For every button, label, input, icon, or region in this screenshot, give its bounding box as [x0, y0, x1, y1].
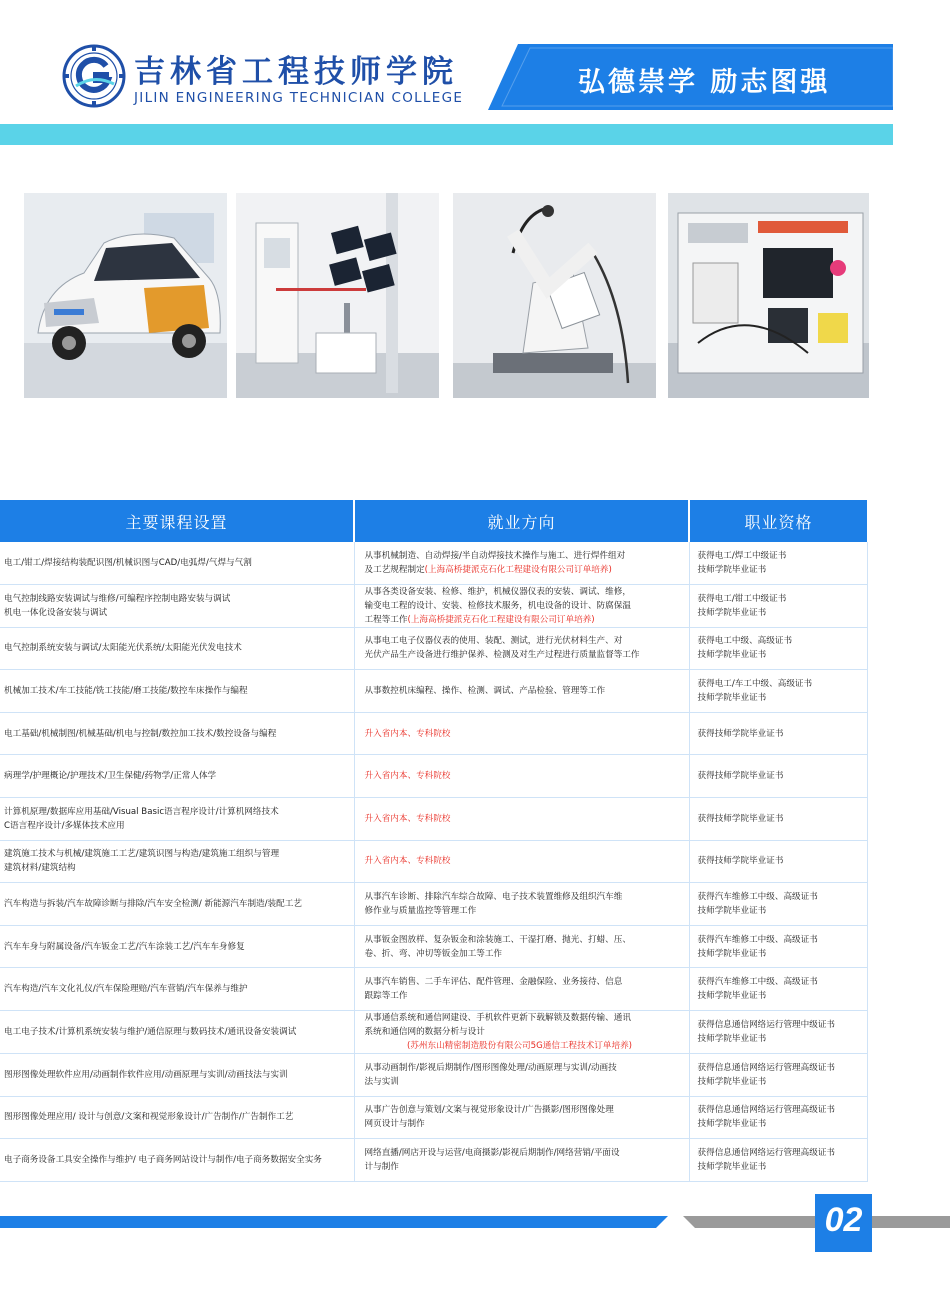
career-cell: [354, 584, 689, 627]
career-cell: [354, 712, 689, 755]
qualification-text: 获得电工/钳工中级证书: [697, 593, 787, 604]
course-cell: [0, 797, 354, 840]
career-text: 从事机械制造、自动焊接/半自动焊接技术操作与施工、进行焊件组对: [364, 550, 626, 561]
qualification-text: 获得电工/车工中级、高级证书: [697, 678, 813, 689]
qualification-cell: [689, 1010, 867, 1053]
page-number: 02: [824, 1201, 863, 1239]
table-row: [0, 755, 867, 798]
career-cell: [354, 840, 689, 883]
career-order-note: (苏州东山精密制造股份有限公司5G通信工程技术订单培养): [406, 1040, 633, 1051]
career-text: 跟踪等工作: [364, 991, 408, 1002]
qualification-text: 技师学院毕业证书: [697, 650, 767, 661]
qualification-cell: [689, 627, 867, 670]
qualification-text: 获得汽车维修工中级、高级证书: [697, 934, 818, 945]
qualification-cell: [689, 968, 867, 1011]
career-text: 网页设计与制作: [364, 1119, 425, 1130]
career-text: 网络直播/网店开设与运营/电商摄影/影视后期制作/网络营销/平面设: [364, 1147, 620, 1158]
table-row: [0, 1139, 867, 1182]
course-cell: [0, 1139, 354, 1182]
qualification-text: 获得汽车维修工中级、高级证书: [697, 891, 818, 902]
career-cell: [354, 627, 689, 670]
career-cell: [354, 1096, 689, 1139]
qualification-cell: [689, 584, 867, 627]
course-cell: [0, 542, 354, 584]
table-row: [0, 627, 867, 670]
course-text: 建筑施工技术与机械/建筑施工工艺/建筑识图与构造/建筑施工组织与管理: [4, 849, 280, 860]
table-row: [0, 797, 867, 840]
table-row: [0, 542, 867, 584]
qualification-text: 技师学院毕业证书: [697, 607, 767, 618]
qualification-cell: [689, 712, 867, 755]
curriculum-table: [0, 500, 867, 1182]
slogan-text: 弘德崇学 励志图强: [578, 67, 831, 98]
qualification-text: 技师学院毕业证书: [697, 991, 767, 1002]
qualification-text: 技师学院毕业证书: [697, 1076, 767, 1087]
header-courses: 主要课程设置: [0, 500, 354, 542]
qualification-text: 技师学院毕业证书: [697, 1119, 767, 1130]
course-text: 电工基础/机械制图/机械基础/机电与控制/数控加工技术/数控设备与编程: [4, 728, 277, 739]
course-text: 建筑材料/建筑结构: [4, 863, 76, 874]
photo-car-model: [24, 193, 227, 398]
career-text: 从事广告创意与策划/文案与视觉形象设计/广告摄影/图形图像处理: [364, 1105, 614, 1116]
course-cell: [0, 925, 354, 968]
career-text: 从事通信系统和通信网建设、手机软件更新下载解锁及数据传输、通讯: [364, 1012, 631, 1023]
course-cell: [0, 968, 354, 1011]
photo-electrical-bench: [668, 193, 869, 398]
career-cell: [354, 755, 689, 798]
career-text: 从事动画制作/影视后期制作/图形图像处理/动画原理与实训/动画技: [364, 1062, 617, 1073]
qualification-text: 获得电工/焊工中级证书: [697, 550, 787, 561]
course-text: 图形图像处理软件应用/动画制作软件应用/动画原理与实训/动画技法与实训: [4, 1069, 288, 1080]
career-text: 从事数控机床编程、操作、检测、调试、产品检验、管理等工作: [364, 685, 606, 696]
course-text: 计算机原理/数据库应用基础/Visual Basic语言程序设计/计算机网络技术: [4, 806, 279, 817]
table-row: [0, 670, 867, 713]
qualification-text: 技师学院毕业证书: [697, 948, 767, 959]
career-text: 及工艺规程制定: [364, 564, 425, 575]
course-cell: [0, 627, 354, 670]
course-text: 电气控制线路安装调试与维修/可编程序控制电路安装与调试: [4, 593, 231, 604]
career-cell: [354, 1053, 689, 1096]
course-text: 电工电子技术/计算机系统安装与维护/通信原理与数码技术/通讯设备安装调试: [4, 1026, 297, 1037]
course-cell: [0, 1010, 354, 1053]
header-qualification: 职业资格: [689, 500, 867, 542]
course-text: C语言程序设计/多媒体技术应用: [4, 820, 125, 831]
career-further-study: 升入省内本、专科院校: [364, 771, 451, 782]
course-text: 机电一体化设备安装与调试: [4, 607, 108, 618]
qualification-cell: [689, 1053, 867, 1096]
qualification-text: 获得信息通信网络运行管理高级证书: [697, 1062, 836, 1073]
course-text: 汽车构造与拆装/汽车故障诊断与排除/汽车安全检测/ 新能源汽车制造/装配工艺: [4, 898, 302, 909]
qualification-text: 获得汽车维修工中级、高级证书: [697, 977, 818, 988]
qualification-text: 技师学院毕业证书: [697, 905, 767, 916]
career-cell: [354, 883, 689, 926]
career-text: 从事钣金图放样、复杂钣金和涂装施工、干湿打磨、抛光、打蜡、压、: [364, 934, 631, 945]
table-row: [0, 840, 867, 883]
college-emblem-icon: [62, 44, 126, 108]
course-text: 机械加工技术/车工技能/铣工技能/磨工技能/数控车床操作与编程: [4, 685, 248, 696]
career-text: 从事汽车销售、二手车评估、配件管理、金融保险、业务接待、信息: [364, 977, 623, 988]
career-order-note: (上海高桥捷派克石化工程建设有限公司订单培养): [424, 564, 612, 575]
course-cell: [0, 755, 354, 798]
qualification-text: 技师学院毕业证书: [697, 564, 767, 575]
course-text: 汽车构造/汽车文化礼仪/汽车保险理赔/汽车营销/汽车保养与维护: [4, 984, 248, 995]
career-text: 卷、折、弯、冲切等钣金加工等工作: [364, 948, 503, 959]
course-cell: [0, 840, 354, 883]
photo-solar-station: [236, 193, 439, 398]
career-text: 从事汽车诊断、排除汽车综合故障、电子技术装置维修及组织汽车维: [364, 891, 623, 902]
course-text: 电工/钳工/焊接结构装配识图/机械识图与CAD/电弧焊/气焊与气割: [4, 557, 252, 568]
qualification-cell: [689, 925, 867, 968]
footer-blue-bar: [0, 1216, 668, 1228]
career-cell: [354, 925, 689, 968]
career-text: 修作业与质量监控等管理工作: [364, 905, 477, 916]
course-cell: [0, 670, 354, 713]
qualification-cell: [689, 840, 867, 883]
career-text: 计与制作: [364, 1161, 399, 1172]
course-cell: [0, 1053, 354, 1096]
career-text: 从事各类设备安装、检修、维护，机械仪器仪表的安装、调试、维修，: [364, 586, 631, 597]
qualification-cell: [689, 542, 867, 584]
college-name-cn: 吉林省工程技师学院: [134, 54, 458, 90]
career-text: 从事电工电子仪器仪表的使用、装配、测试，进行光伏材料生产、对: [364, 636, 623, 647]
career-text: 输变电工程的设计、安装、检修技术服务，机电设备的设计、防腐保温: [364, 600, 631, 611]
course-text: 汽车车身与附属设备/汽车钣金工艺/汽车涂装工艺/汽车车身修复: [4, 941, 245, 952]
table-row: [0, 1053, 867, 1096]
qualification-cell: [689, 1139, 867, 1182]
table-row: [0, 712, 867, 755]
career-cell: [354, 1010, 689, 1053]
career-text: 法与实训: [364, 1076, 399, 1087]
career-cell: [354, 1139, 689, 1182]
course-text: 病理学/护理概论/护理技术/卫生保健/药物学/正常人体学: [4, 771, 217, 782]
career-text: 光伏产品生产设备进行维护保养、检测及对生产过程进行质量监督等工作: [364, 650, 640, 661]
qualification-text: 技师学院毕业证书: [697, 1033, 767, 1044]
header-cyan-band: [0, 124, 893, 145]
college-name-en: JILIN ENGINEERING TECHNICIAN COLLEGE: [134, 90, 464, 106]
course-cell: [0, 1096, 354, 1139]
career-text: 工程等工作: [364, 614, 408, 625]
college-logo: [62, 42, 482, 112]
qualification-cell: [689, 670, 867, 713]
course-cell: [0, 712, 354, 755]
career-cell: [354, 542, 689, 584]
career-cell: [354, 670, 689, 713]
course-cell: [0, 584, 354, 627]
header-career: 就业方向: [354, 500, 689, 542]
table-row: [0, 925, 867, 968]
career-cell: [354, 968, 689, 1011]
qualification-cell: [689, 755, 867, 798]
qualification-text: 获得信息通信网络运行管理高级证书: [697, 1147, 836, 1158]
qualification-text: 获得信息通信网络运行管理高级证书: [697, 1105, 836, 1116]
qualification-cell: [689, 797, 867, 840]
qualification-text: 获得电工中级、高级证书: [697, 636, 793, 647]
table-row: [0, 1010, 867, 1053]
career-further-study: 升入省内本、专科院校: [364, 856, 451, 867]
course-cell: [0, 883, 354, 926]
career-order-note: (上海高桥捷派克石化工程建设有限公司订单培养): [407, 614, 595, 625]
qualification-text: 获得技师学院毕业证书: [697, 813, 784, 824]
career-further-study: 升入省内本、专科院校: [364, 728, 451, 739]
table-header-row: [0, 500, 867, 542]
qualification-text: 获得信息通信网络运行管理中级证书: [697, 1019, 836, 1030]
table-row: [0, 968, 867, 1011]
qualification-text: 获得技师学院毕业证书: [697, 771, 784, 782]
table-row: [0, 883, 867, 926]
qualification-text: 技师学院毕业证书: [697, 692, 767, 703]
table-row: [0, 1096, 867, 1139]
photo-robot-arm: [453, 193, 656, 398]
course-text: 电子商务设备工具安全操作与维护/ 电子商务网站设计与制作/电子商务数据安全实务: [4, 1154, 322, 1165]
qualification-cell: [689, 883, 867, 926]
table-row: [0, 584, 867, 627]
qualification-text: 获得技师学院毕业证书: [697, 856, 784, 867]
career-text: 系统和通信网的数据分析与设计: [364, 1026, 485, 1037]
qualification-text: 技师学院毕业证书: [697, 1161, 767, 1172]
course-text: 图形图像处理应用/ 设计与创意/文案和视觉形象设计/广告制作/广告制作工艺: [4, 1112, 294, 1123]
course-text: 电气控制系统安装与调试/太阳能光伏系统/太阳能光伏发电技术: [4, 643, 242, 654]
qualification-text: 获得技师学院毕业证书: [697, 728, 784, 739]
qualification-cell: [689, 1096, 867, 1139]
career-cell: [354, 797, 689, 840]
career-further-study: 升入省内本、专科院校: [364, 813, 451, 824]
